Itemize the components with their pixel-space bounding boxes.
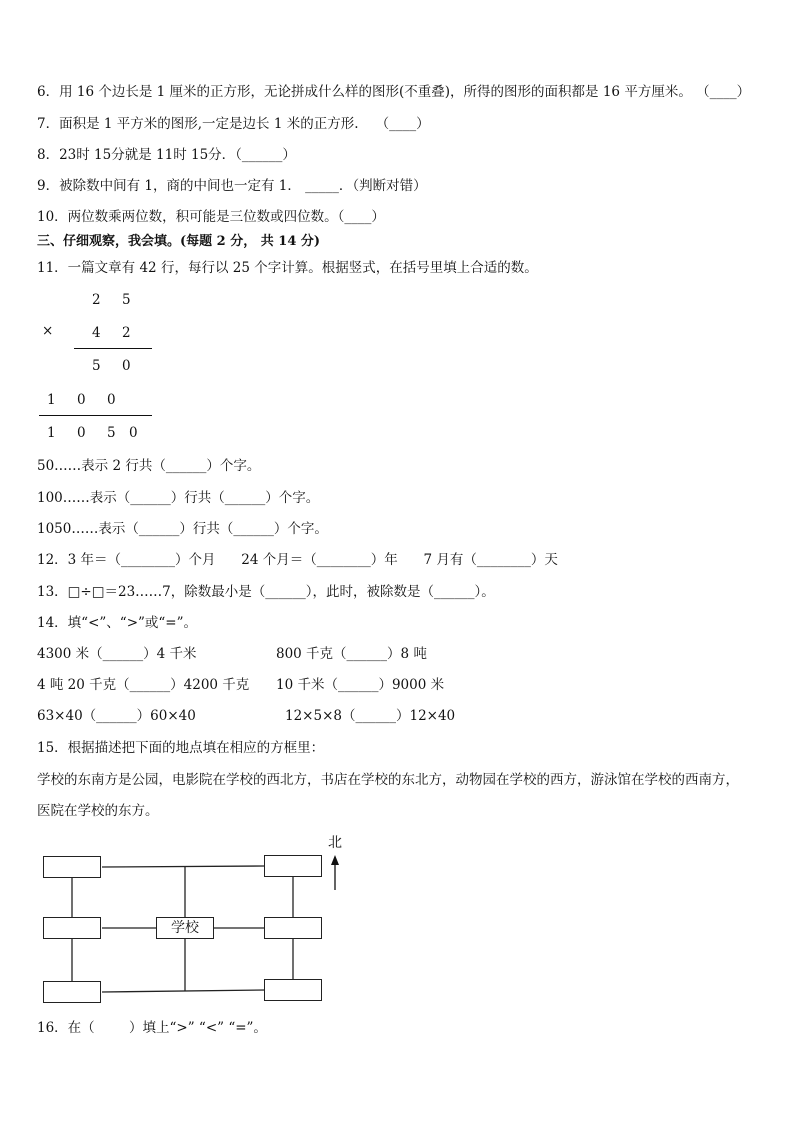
answer-box-southeast[interactable] [264,979,322,1001]
question-14-row1-right: 800 千克（______）8 吨 [276,646,427,662]
question-14: 14．填“<”、“>”或“=”。 [37,615,198,631]
question-11: 11．一篇文章有 42 行，每行以 25 个字计算。根据竖式，在括号里填上合适的数。 [37,260,538,276]
question-11-a: 50……表示 2 行共（______）个字。 [37,458,261,474]
question-13: 13．□÷□＝23……7，除数最小是（______），此时，被除数是（______）。 [37,584,495,600]
digit: 0 [107,392,116,408]
question-15-description-1: 学校的东南方是公园，电影院在学校的西北方，书店在学校的东北方，动物园在学校的西方，游泳馆在学校的西南方， [37,772,739,788]
question-15: 15．根据描述把下面的地点填在相应的方框里： [37,740,325,756]
digit: 4 [92,325,101,341]
digit: 1 [47,392,56,408]
question-11-c: 1050……表示（______）行共（______）个字。 [37,521,328,537]
north-label: 北 [328,835,342,851]
answer-box-northwest[interactable] [43,856,101,878]
question-10: 10．两位数乘两位数，积可能是三位数或四位数。（____） [37,209,385,225]
digit: 5 [107,425,116,441]
section-3-heading: 三、仔细观察，我会填。(每题 2 分， 共 14 分) [37,234,321,249]
answer-box-northeast[interactable] [264,855,322,877]
question-16: 16．在（ ）填上“>” “<” “=”。 [37,1020,267,1036]
question-15-description-2: 医院在学校的东方。 [37,803,159,819]
question-14-row2-right: 10 千米（______）9000 米 [276,677,445,693]
question-14-row3-right: 12×5×8（______）12×40 [285,708,456,724]
question-12: 12．3 年＝（________）个月 24 个月＝（________）年 7 月有（________）天 [37,552,558,568]
question-14-row1-left: 4300 米（______）4 千米 [37,646,197,662]
question-6: 6．用 16 个边长是 1 厘米的正方形，无论拼成什么样的图形(不重叠)，所得的图形的面积都是 16 平方厘米。 （____） [37,84,751,100]
answer-box-west[interactable] [43,917,101,939]
question-14-row3-left: 63×40（______）60×40 [37,708,196,724]
question-14-row2-left: 4 吨 20 千克（______）4200 千克 [37,677,250,693]
digit: 0 [129,425,138,441]
question-8: 8．23时 15分就是 11时 15分．（______） [37,147,296,163]
question-9: 9．被除数中间有 1，商的中间也一定有 1． _____．（判断对错） [37,178,427,194]
digit: 2 [92,292,101,308]
digit: 0 [77,425,86,441]
digit: 5 [122,292,131,308]
question-7: 7．面积是 1 平方米的图形,一定是边长 1 米的正方形. （____） [37,116,430,132]
digit: 2 [122,325,131,341]
times-sign: × [42,323,54,339]
digit: 0 [122,358,131,374]
school-box: 学校 [156,917,214,939]
question-11-b: 100……表示（______）行共（______）个字。 [37,490,320,506]
answer-box-east[interactable] [264,917,322,939]
answer-box-southwest[interactable] [43,981,101,1003]
digit: 5 [92,358,101,374]
digit: 0 [77,392,86,408]
digit: 1 [47,425,56,441]
